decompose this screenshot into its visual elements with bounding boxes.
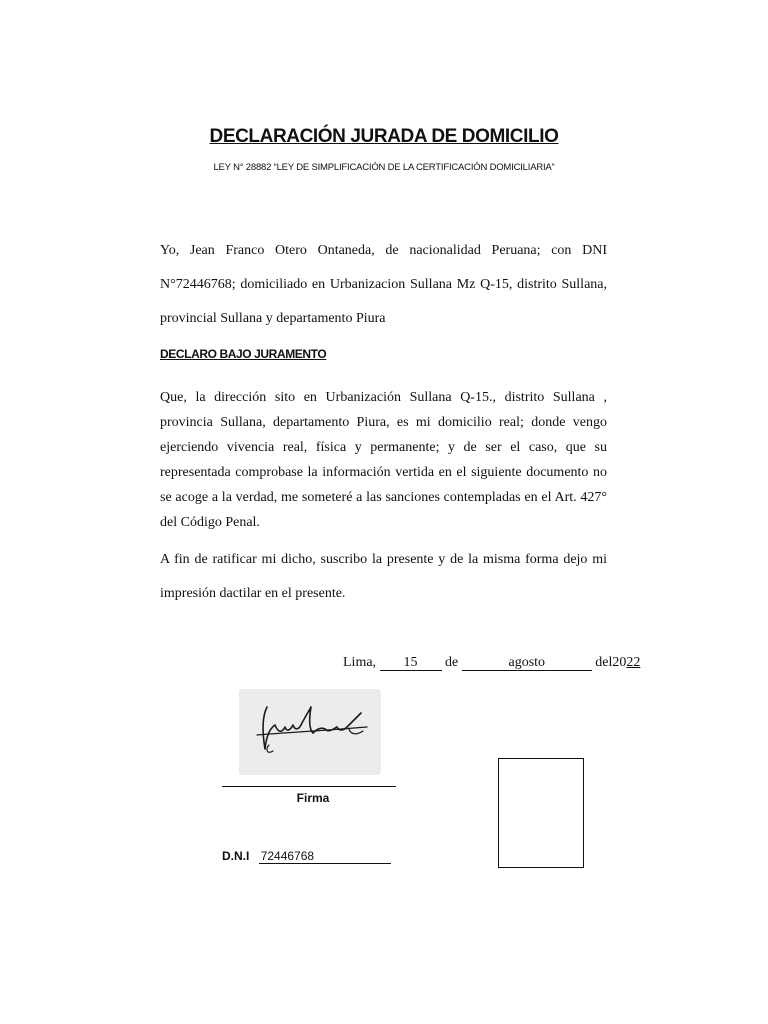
date-city: Lima, <box>343 655 377 670</box>
document-title: DECLARACIÓN JURADA DE DOMICILIO <box>209 126 559 147</box>
declarant-paragraph: Yo, Jean Franco Otero Ontaneda, de nacionalidad Peruana; con DNI N°72446768; domiciliado en Urbanizacion Sullana Mz Q-15, distrito Sullana, provincial Sullana y departamento Piura <box>160 243 607 326</box>
date-line <box>343 655 640 671</box>
date-de: de <box>445 655 459 670</box>
dni-line <box>222 849 391 864</box>
signature-label: Firma <box>296 791 330 805</box>
date-year-suffix: 22 <box>626 655 641 670</box>
dni-value: 72446768 <box>259 850 391 864</box>
date-del: del <box>595 655 613 670</box>
dni-label: D.N.I <box>222 849 250 863</box>
date-day: 15 <box>380 656 442 671</box>
signature-line <box>222 786 396 787</box>
fingerprint-box <box>498 758 584 868</box>
signature-image <box>239 689 381 775</box>
document-subtitle: LEY N° 28882 “LEY DE SIMPLIFICACIÓN DE LA CERTIFICACIÓN DOMICILIARIA” <box>213 162 555 173</box>
ratification-paragraph: A fin de ratificar mi dicho, suscribo la presente y de la misma forma dejo mi impresión dactilar en el presente. <box>160 552 607 601</box>
handwritten-signature <box>239 689 381 775</box>
oath-heading: DECLARO BAJO JURAMENTO <box>160 347 327 361</box>
date-month: agosto <box>462 656 592 671</box>
date-year-prefix: 20 <box>612 655 627 670</box>
oath-paragraph: Que, la dirección sito en Urbanización Sullana Q-15., distrito Sullana , provincia Sullana, departamento Piura, es mi domicilio real; donde vengo ejerciendo vivencia real, física y permanente; y de ser el caso, que su representada comprobase la información vertida en el siguiente documento no se acoge a la verdad, me someteré a las sanciones contempladas en el Art. 427° del Código Penal. <box>160 390 607 530</box>
